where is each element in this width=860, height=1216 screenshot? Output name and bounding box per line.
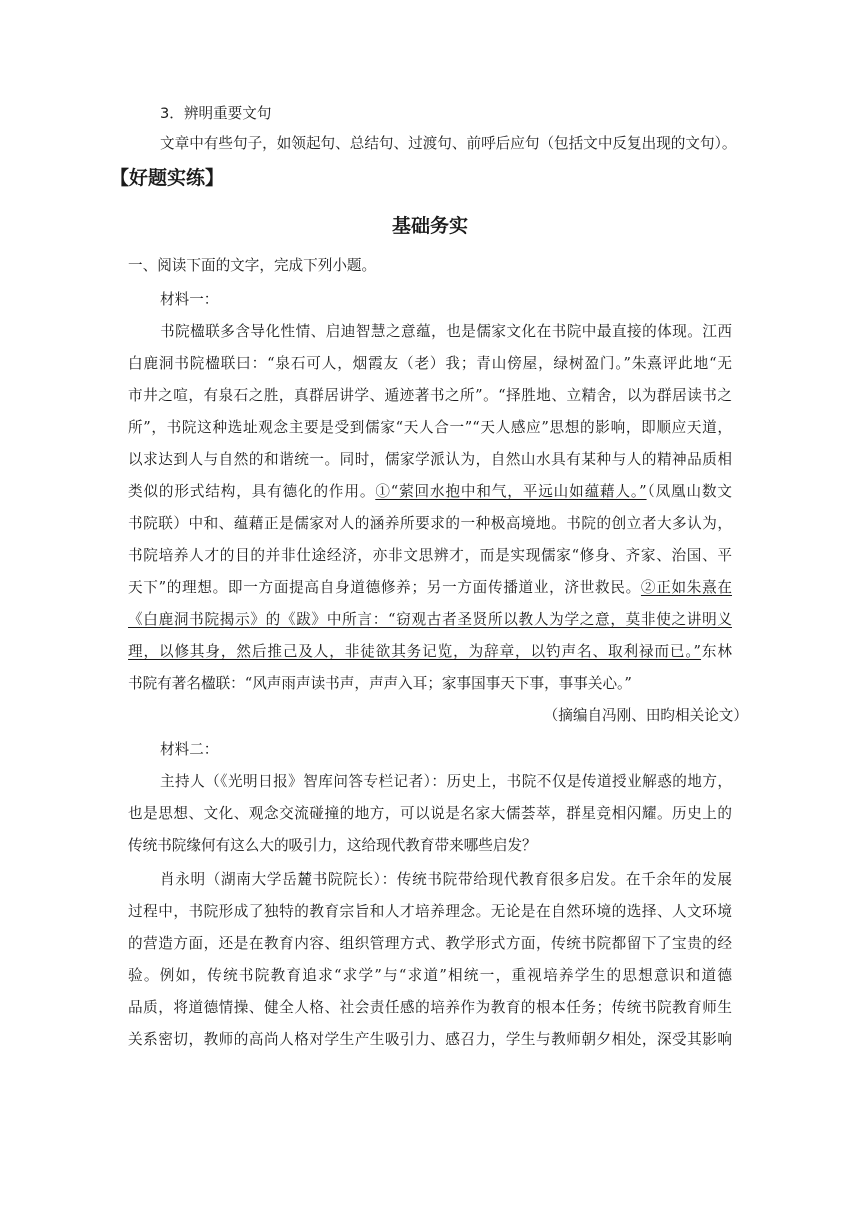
material-2-line: 也是思想、文化、观念交流碰撞的地方，可以说是名家大儒荟萃，群星竞相闪耀。历史上的	[128, 805, 732, 822]
material-1-line: 书院培养人才的目的并非仕途经济，亦非文思辨才，而是实现儒家“修身、齐家、治国、平	[128, 547, 732, 564]
material-2-line: 验。例如，传统书院教育追求“求学”与“求道”相统一，重视培养学生的思想意识和道德	[128, 967, 732, 984]
material-1-line	[128, 578, 732, 598]
underlined-sentence-2: ②正如朱熹在	[640, 579, 732, 596]
material-2-line: 主持人（《光明日报》智库问答专栏记者）：历史上，书院不仅是传道授业解惑的地方，	[160, 773, 732, 790]
material-2-label: 材料二：	[160, 741, 219, 758]
question-prompt: 一、阅读下面的文字，完成下列小题。	[128, 257, 377, 274]
material-2-line: 传统书院缘何有这么大的吸引力，这给现代教育带来哪些启发？	[128, 837, 537, 854]
material-2-line: 的营造方面，还是在教育内容、组织管理方式、教学形式方面，传统书院都留下了宝贵的经	[128, 935, 732, 952]
material-1-line: 书院有著名楹联：“风声雨声读书声，声声入耳；家事国事天下事，事事关心。”	[128, 675, 632, 692]
material-1-source: （摘编自冯刚、田昀相关论文）	[543, 707, 748, 724]
material-1-line: 所”，书院这种选址观念主要是受到儒家“天人合一”“天人感应”思想的影响，即顺应天道，	[128, 419, 732, 436]
material-1-text: 天下”的理想。即一方面提高自身道德修养；另一方面传播道业，济世救民。	[128, 579, 641, 596]
material-1-label: 材料一：	[160, 291, 219, 308]
underlined-sentence-1: ①“萦回水抱中和气，平远山如蕴藉人。”	[375, 483, 647, 500]
heading-3: 3．辨明重要文句	[160, 105, 272, 122]
material-1-text: 类似的形式结构，具有德化的作用。	[128, 483, 376, 500]
material-2-line: 过程中，书院形成了独特的教育宗旨和人才培养理念。无论是在自然环境的选择、人文环境	[128, 903, 732, 920]
part-title: 基础务实	[391, 215, 468, 237]
material-1-line: 以求达到人与自然的和谐统一。同时，儒家学派认为，自然山水具有某种与人的精神品质相	[128, 451, 732, 468]
material-1-text: 东林	[701, 643, 732, 660]
section-title: 【好题实练】	[110, 167, 225, 189]
material-1-line: 白鹿洞书院楹联曰：“泉石可人，烟霞友（老）我；青山傍屋，绿树盈门。”朱熹评此地“无	[128, 355, 732, 372]
material-1-line	[128, 482, 732, 502]
material-2-line: 肖永明（湖南大学岳麓书院院长）：传统书院带给现代教育很多启发。在千余年的发展	[160, 871, 732, 888]
material-2-line: 关系密切，教师的高尚人格对学生产生吸引力、感召力，学生与教师朝夕相处，深受其影响	[128, 1031, 732, 1048]
material-1-line: 书院楹联多含导化性情、启迪智慧之意蕴，也是儒家文化在书院中最直接的体现。江西	[160, 323, 732, 340]
material-1-line: 市井之喧，有泉石之胜，真群居讲学、遁迹著书之所”。“择胜地、立精舍，以为群居读书之	[128, 387, 732, 404]
material-1-text: （凤凰山数文	[646, 483, 732, 500]
heading-3-description: 文章中有些句子，如领起句、总结句、过渡句、前呼后应句（包括文中反复出现的文句）。	[160, 135, 737, 152]
underlined-sentence-2: 理，以修其身，然后推己及人，非徒欲其务记览，为辞章，以钓声名、取利禄而已。”	[128, 643, 702, 660]
underlined-sentence-2: 《白鹿洞书院揭示》的《跋》中所言：“窃观古者圣贤所以教人为学之意，莫非使之讲明义	[128, 611, 732, 628]
material-1-line: 书院联）中和、蕴藉正是儒家对人的涵养所要求的一种极高境地。书院的创立者大多认为，	[128, 515, 732, 532]
material-2-line: 品质，将道德情操、健全人格、社会责任感的培养作为教育的根本任务；传统书院教育师生	[128, 999, 732, 1016]
material-1-line	[128, 642, 732, 662]
